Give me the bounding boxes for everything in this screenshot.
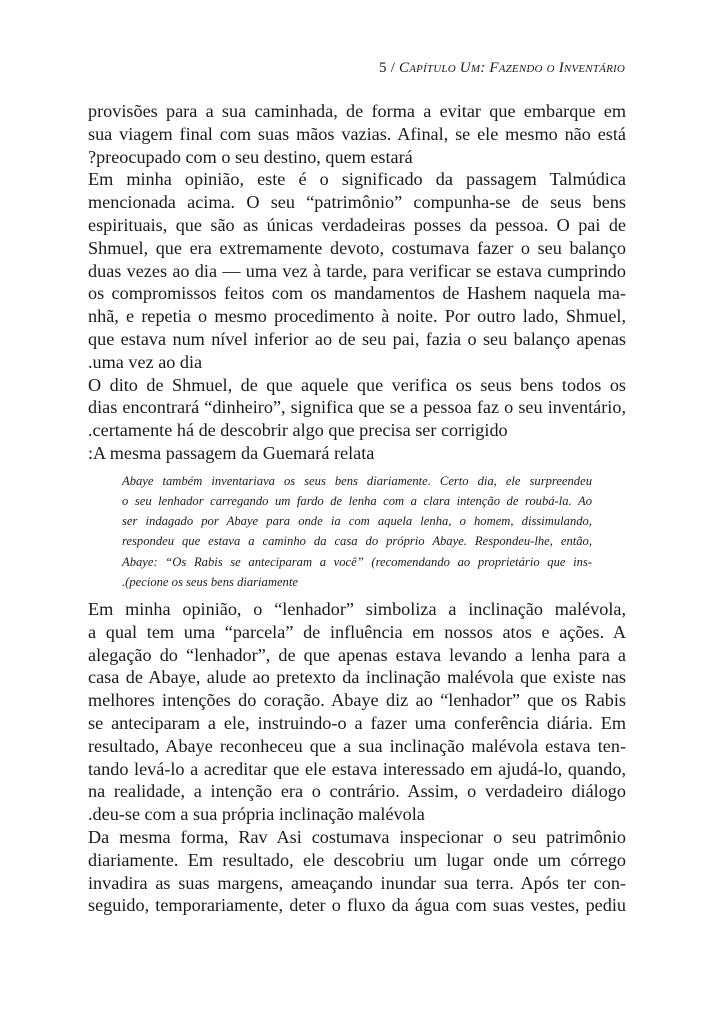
body-text xyxy=(88,100,626,917)
quote-line: o seu lenhador carregando um fardo de lenha com a clara intenção de roubá-la. Ao xyxy=(122,493,592,508)
block-quote xyxy=(122,471,592,592)
text-line: Shmuel, que era extremamente devoto, costumava fazer o seu balanço xyxy=(88,237,626,258)
text-line: que estava num nível inferior ao de seu pai, fazia o seu balanço apenas xyxy=(88,328,626,349)
text-block-1 xyxy=(88,100,626,465)
text-line: os compromissos feitos com os mandamentos de Hashem naquela ma- xyxy=(88,283,626,304)
text-line: :A mesma passagem da Guemará relata xyxy=(88,442,375,463)
text-line: casa de Abaye, alude ao pretexto da inclinação malévola que existe nas xyxy=(88,667,626,688)
chapter-title: Capítulo Um: Fazendo o Inventário xyxy=(399,60,625,76)
text-line: .deu-se com a sua própria inclinação malévola xyxy=(88,804,425,825)
quote-line: ser indagado por Abaye para onde ia com aquela lenha, o homem, dissimulando, xyxy=(122,514,592,529)
text-line: sua viagem final com suas mãos vazias. Afinal, se ele mesmo não está xyxy=(88,123,626,144)
quote-line: .(pecione os seus bens diariamente xyxy=(122,574,298,589)
text-line: nhã, e repetia o mesmo procedimento à noite. Por outro lado, Shmuel, xyxy=(88,306,626,327)
text-line: ?preocupado com o seu destino, quem estará xyxy=(88,146,413,167)
running-header xyxy=(379,60,625,77)
page-number: 5 xyxy=(379,60,387,76)
text-line: Em minha opinião, este é o significado da passagem Talmúdica xyxy=(88,169,626,190)
text-line: provisões para a sua caminhada, de forma a evitar que embarque em xyxy=(88,101,626,121)
text-line: Da mesma forma, Rav Asi costumava inspecionar o seu patrimônio xyxy=(88,826,626,847)
quote-line: Abaye também inventariava os seus bens diariamente. Certo dia, ele surpreendeu xyxy=(122,473,592,488)
text-line: duas vezes ao dia — uma vez à tarde, para verificar se estava cumprindo xyxy=(88,260,626,281)
text-line: alegação do “lenhador”, de que apenas estava levando a lenha para a xyxy=(88,644,626,665)
text-line: .certamente há de descobrir algo que precisa ser corrigido xyxy=(88,420,508,441)
text-line: melhores intenções do coração. Abaye diz ao “lenhador” que os Rabis xyxy=(88,690,626,711)
text-line: na realidade, a intenção era o contrário. Assim, o verdadeiro diálogo xyxy=(88,781,626,802)
quote-line: respondeu que estava a caminho da casa do próprio Abaye. Respondeu-lhe, então, xyxy=(122,534,592,549)
text-line: diariamente. Em resultado, ele descobriu um lugar onde um córrego xyxy=(88,849,626,870)
text-line: se anteciparam a ele, instruindo-o a fazer uma conferência diária. Em xyxy=(88,712,626,733)
text-block-2 xyxy=(88,598,626,917)
text-line: .uma vez ao dia xyxy=(88,351,203,372)
text-line: invadira as suas margens, ameaçando inundar sua terra. Após ter con- xyxy=(88,872,626,893)
text-line: espirituais, que são as únicas verdadeiras posses da pessoa. O pai de xyxy=(88,214,626,235)
header-separator: / xyxy=(390,60,396,76)
text-line: tando levá-lo a acreditar que ele estava interessado em ajudá-lo, quando, xyxy=(88,758,626,779)
text-line: Em minha opinião, o “lenhador” simboliza a inclinação malévola, xyxy=(88,598,626,619)
text-line: mencionada acima. O seu “patrimônio” compunha-se de seus bens xyxy=(88,192,626,213)
quote-line: Abaye: “Os Rabis se anteciparam a você” (recomendando ao proprietário que ins- xyxy=(122,554,592,569)
text-line: O dito de Shmuel, de que aquele que verifica os seus bens todos os xyxy=(88,374,626,395)
text-line: seguido, temporariamente, deter o fluxo da água com suas vestes, pediu xyxy=(88,895,626,916)
text-line: a qual tem uma “parcela” de influência em nossos atos e ações. A xyxy=(88,621,626,642)
text-line: dias encontrará “dinheiro”, significa que se a pessoa faz o seu inventário, xyxy=(88,397,626,418)
text-line: resultado, Abaye reconheceu que a sua inclinação malévola estava ten- xyxy=(88,735,626,756)
